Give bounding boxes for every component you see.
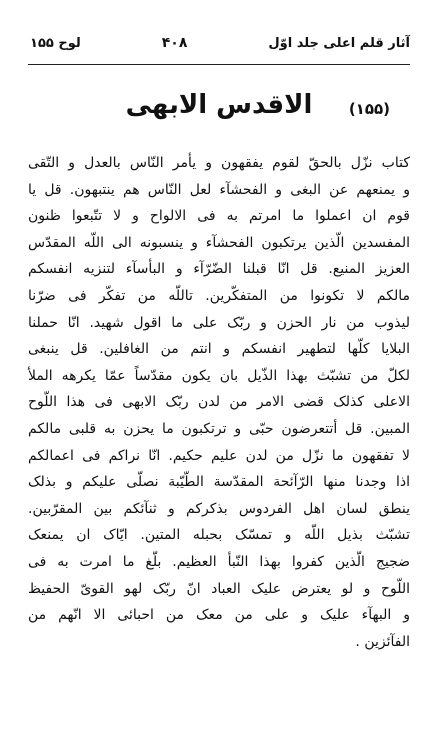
text-line: قوم ان اعملوا ما امرتم به فی الالواح و لا تتّبعوا ظنون bbox=[28, 208, 410, 225]
page-number: ۴۰۸ bbox=[161, 35, 188, 51]
text-line: تشبّث بذیل اللّه و تمسّک بحبله المتین. ایّاک ان یمنعک bbox=[28, 527, 410, 544]
text-line: لا تفقهون ما نزّل من لدن علیم حکیم. انّا نراکم فی اعمالکم bbox=[28, 447, 410, 464]
text-line: ینطق لسان اهل الفردوس بذکرکم و ثنآئکم بین المقرّبین. bbox=[28, 500, 410, 517]
text-line: و البهآء علیک و علی من معک من احبائی الا انّهم من bbox=[28, 607, 410, 624]
book-title: آثار قلم اعلی جلد اوّل bbox=[268, 35, 410, 51]
tablet-title: الاقدس الابهی bbox=[125, 90, 313, 120]
text-line: الاعلی کذلک قضی الامر من لدن ربّک الابهی فی هذا اللّوح bbox=[28, 394, 410, 411]
text-line: و یمنعهم عن البغی و الفحشآء لعل النّاس هم ینتبهون. قل یا bbox=[28, 181, 410, 198]
text-line: العزیز المنیع. قل انّا قبلنا الضّرّآء و البأسآء لتنزیه انفسکم bbox=[28, 261, 410, 278]
text-line: اذا وجدنا منها الرّآئحة المقدّسة الطّیّبة نصلّی علیکم و بذلک bbox=[28, 474, 410, 491]
running-header bbox=[30, 30, 410, 56]
text-line: لکلّ من تشبّث بهذا الذّیل بان یکون مقدّساً عمّا یکرهه الملأ bbox=[28, 367, 410, 384]
tablet-number: (۱۵۵) bbox=[348, 100, 390, 118]
text-line: المفسدین الّذین یرتکبون الفحشآء و ینسبونه الی اللّه المقدّس bbox=[28, 234, 410, 251]
tablet-label: لوح ۱۵۵ bbox=[30, 35, 81, 51]
text-line: مالکم لا تکونوا من المتفکّرین. تاللّه من تفکّر فی ضرّنا bbox=[28, 287, 410, 304]
text-line: الفآئزین . bbox=[355, 633, 410, 650]
text-line: لیذوب من نار الحزن و ربّک علی ما اقول شهید. انّا حملنا bbox=[28, 314, 410, 331]
text-line: اللّوح و لو یعترض علیک العباد انّ ربّک لهو القویّ الحفیظ bbox=[28, 580, 410, 597]
tablet-body bbox=[28, 150, 410, 655]
tablet-heading bbox=[28, 90, 410, 132]
header-divider bbox=[28, 64, 410, 65]
text-line: ضجیج الّذین کفروا بهذا النّبأ العظیم. بلّغ ما امرت به فی bbox=[28, 553, 410, 570]
text-line: البلایا کلّها لتطهیر انفسکم و انتم من الغافلین. قل ینبغی bbox=[28, 341, 410, 358]
text-line: المبین. قل أتتعرضون حبّی و ترتکبون ما یحزن به قلبی مالکم bbox=[28, 420, 410, 437]
text-line: کتاب نزّل بالحقّ لقوم یفقهون و یأمر النّاس بالعدل و التّقی bbox=[28, 155, 410, 171]
